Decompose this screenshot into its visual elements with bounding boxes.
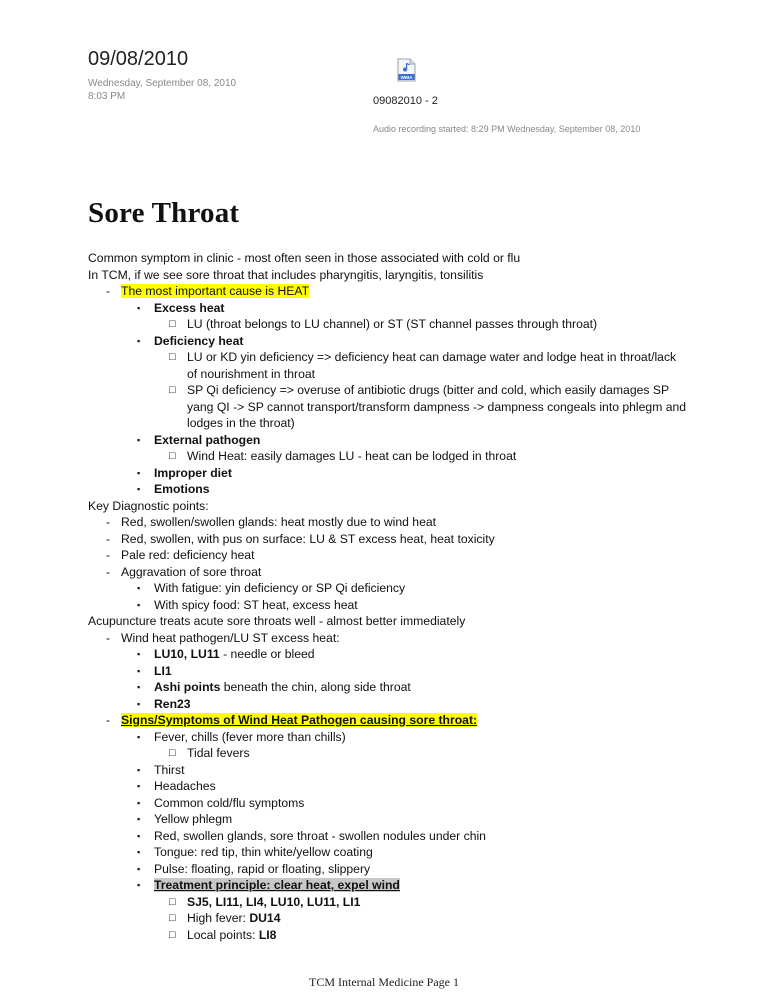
text-run: Pale red: deficiency heat bbox=[121, 548, 255, 562]
outline-line bbox=[88, 910, 688, 927]
square-bullet-icon: ▪ bbox=[137, 649, 141, 659]
outline-text bbox=[187, 448, 688, 465]
outline-text bbox=[187, 349, 688, 382]
text-run: LI8 bbox=[258, 927, 277, 942]
outline-line bbox=[88, 613, 688, 630]
text-run: Improper diet bbox=[154, 465, 232, 480]
outline-text bbox=[121, 713, 477, 727]
outline-text bbox=[121, 565, 261, 579]
outline-line bbox=[88, 696, 688, 713]
square-bullet-icon: ▪ bbox=[137, 880, 141, 890]
outline-text bbox=[154, 334, 243, 348]
checkbox-bullet-icon: □ bbox=[169, 450, 176, 462]
outline-text bbox=[154, 581, 405, 595]
text-run: Red, swollen/swollen glands: heat mostly due to wind heat bbox=[121, 515, 437, 529]
checkbox-bullet-icon: □ bbox=[169, 912, 176, 924]
square-bullet-icon: ▪ bbox=[137, 830, 141, 841]
text-run: Tidal fevers bbox=[187, 746, 250, 760]
outline-text bbox=[88, 268, 483, 282]
outline-text bbox=[154, 598, 358, 612]
outline-line bbox=[88, 465, 688, 482]
outline-line bbox=[88, 333, 688, 350]
outline-line bbox=[88, 762, 688, 779]
outline-line bbox=[88, 795, 688, 812]
dash-bullet-icon: - bbox=[106, 713, 111, 727]
outline-text bbox=[154, 779, 216, 793]
outline-text bbox=[88, 251, 520, 265]
text-run: Headaches bbox=[154, 779, 216, 793]
text-run: Red, swollen glands, sore throat - swollen nodules under chin bbox=[154, 828, 486, 843]
outline-line bbox=[88, 432, 688, 449]
outline-line bbox=[88, 564, 688, 581]
outline-line bbox=[88, 498, 688, 515]
outline-text bbox=[154, 664, 172, 678]
text-run: LI1 bbox=[154, 663, 172, 678]
outline-line bbox=[88, 250, 688, 267]
square-bullet-icon: ▪ bbox=[137, 764, 141, 775]
page-title: Sore Throat bbox=[88, 197, 240, 229]
checkbox-bullet-icon: □ bbox=[169, 384, 176, 396]
text-run: Tongue: red tip, thin white/yellow coating bbox=[154, 845, 373, 859]
text-run: Common cold/flu symptoms bbox=[154, 795, 305, 810]
square-bullet-icon: ▪ bbox=[137, 698, 141, 709]
outline-line bbox=[88, 646, 688, 663]
outline-line bbox=[88, 712, 688, 729]
square-bullet-icon: ▪ bbox=[137, 731, 141, 742]
square-bullet-icon: ▪ bbox=[137, 847, 141, 857]
outline-text bbox=[154, 301, 224, 315]
outline-text bbox=[154, 697, 191, 711]
text-run: Wind Heat: easily damages LU - heat can be lodged in throat bbox=[187, 449, 517, 463]
outline-text bbox=[121, 515, 436, 529]
text-run: Ren23 bbox=[154, 696, 191, 711]
outline-text bbox=[154, 466, 232, 480]
wma-icon-label: WMA bbox=[400, 76, 413, 81]
outline-text bbox=[154, 647, 315, 661]
square-bullet-icon: ▪ bbox=[137, 599, 141, 610]
checkbox-bullet-icon: □ bbox=[169, 747, 176, 759]
outline-line bbox=[88, 828, 688, 845]
outline-line bbox=[88, 877, 688, 894]
outline-text bbox=[121, 532, 495, 546]
outline-line bbox=[88, 382, 688, 432]
outline-text bbox=[154, 862, 370, 876]
square-bullet-icon: ▪ bbox=[137, 814, 141, 824]
outline-line bbox=[88, 580, 688, 597]
text-run: The most important cause is HEAT bbox=[121, 284, 310, 298]
text-run: Ashi points bbox=[154, 680, 221, 694]
note-date-title: 09/08/2010 bbox=[88, 48, 189, 70]
outline-line bbox=[88, 811, 688, 828]
dash-bullet-icon: - bbox=[106, 548, 111, 562]
square-bullet-icon: ▪ bbox=[137, 665, 141, 676]
outline-text bbox=[187, 927, 688, 944]
outline-line bbox=[88, 547, 688, 564]
audio-file-name[interactable]: 09082010 - 2 bbox=[373, 95, 438, 107]
checkbox-bullet-icon: □ bbox=[169, 928, 176, 941]
square-bullet-icon: ▪ bbox=[137, 434, 141, 445]
outline-line bbox=[88, 283, 688, 300]
outline-text bbox=[154, 730, 346, 744]
outline-line bbox=[88, 531, 688, 548]
square-bullet-icon: ▪ bbox=[137, 863, 141, 874]
text-run: Pulse: floating, rapid or floating, slippery bbox=[154, 861, 371, 876]
outline-text bbox=[154, 763, 184, 777]
text-run: Local points: bbox=[187, 927, 259, 942]
text-run: External pathogen bbox=[154, 432, 261, 447]
dash-bullet-icon: - bbox=[106, 531, 111, 546]
square-bullet-icon: ▪ bbox=[137, 484, 141, 494]
outline-line bbox=[88, 448, 688, 465]
outline-text bbox=[88, 614, 465, 628]
text-run: Common symptom in clinic - most often seen in those associated with cold or flu bbox=[88, 251, 521, 265]
square-bullet-icon: ▪ bbox=[137, 302, 141, 313]
text-run: DU14 bbox=[249, 911, 281, 925]
outline-text bbox=[154, 680, 411, 694]
text-run: Fever, chills (fever more than chills) bbox=[154, 729, 346, 744]
outline-line bbox=[88, 481, 688, 498]
square-bullet-icon: ▪ bbox=[137, 682, 141, 692]
square-bullet-icon: ▪ bbox=[137, 467, 141, 478]
outline-line bbox=[88, 861, 688, 878]
outline-text bbox=[187, 910, 688, 927]
outline-line bbox=[88, 514, 688, 531]
outline-text bbox=[154, 812, 232, 826]
outline-text bbox=[154, 845, 373, 859]
outline-text bbox=[121, 548, 254, 562]
outline-line bbox=[88, 316, 688, 333]
outline-line bbox=[88, 778, 688, 795]
outline-text bbox=[154, 482, 210, 496]
text-run: Emotions bbox=[154, 482, 210, 496]
outline-text bbox=[187, 745, 688, 762]
outline-text bbox=[121, 284, 309, 298]
outline-line bbox=[88, 729, 688, 746]
checkbox-bullet-icon: □ bbox=[169, 895, 176, 908]
text-run: Red, swollen, with pus on surface: LU & ST excess heat, heat toxicity bbox=[121, 531, 495, 546]
outline-text bbox=[121, 631, 340, 645]
outline-text bbox=[154, 433, 260, 447]
text-run: SJ5, LI11, LI4, LU10, LU11, LI1 bbox=[187, 894, 361, 909]
square-bullet-icon: ▪ bbox=[137, 335, 141, 346]
note-date-line: Wednesday, September 08, 2010 bbox=[88, 78, 237, 89]
audio-file-icon[interactable] bbox=[397, 58, 416, 82]
text-run: Excess heat bbox=[154, 300, 225, 315]
outline-line bbox=[88, 597, 688, 614]
outline-line bbox=[88, 927, 688, 944]
square-bullet-icon: ▪ bbox=[137, 797, 141, 808]
text-run: LU10, LU11 bbox=[154, 647, 220, 661]
outline-line bbox=[88, 745, 688, 762]
text-run: With spicy food: ST heat, excess heat bbox=[154, 597, 358, 612]
outline-line bbox=[88, 349, 688, 382]
text-run: High fever: bbox=[187, 911, 250, 925]
outline-text bbox=[88, 499, 209, 513]
outline-line bbox=[88, 844, 688, 861]
outline-text bbox=[154, 829, 486, 843]
text-run: Thirst bbox=[154, 762, 185, 777]
text-run: Deficiency heat bbox=[154, 333, 244, 348]
outline-line bbox=[88, 679, 688, 696]
square-bullet-icon: ▪ bbox=[137, 583, 141, 593]
text-run: beneath the chin, along side throat bbox=[220, 680, 411, 694]
outline-text bbox=[187, 382, 688, 432]
text-run: Aggravation of sore throat bbox=[121, 564, 262, 579]
outline-line bbox=[88, 300, 688, 317]
text-run: Treatment principle: clear heat, expel wind bbox=[154, 878, 400, 892]
text-run: Acupuncture treats acute sore throats well - almost better immediately bbox=[88, 614, 466, 628]
page-footer: TCM Internal Medicine Page 1 bbox=[309, 975, 459, 989]
square-bullet-icon: ▪ bbox=[137, 781, 141, 791]
text-run: LU (throat belongs to LU channel) or ST (ST channel passes through throat) bbox=[187, 317, 598, 331]
note-time-line: 8:03 PM bbox=[88, 91, 126, 102]
dash-bullet-icon: - bbox=[106, 564, 111, 579]
text-run: - needle or bleed bbox=[219, 647, 315, 661]
outline-text bbox=[154, 796, 304, 810]
outline-text bbox=[187, 894, 688, 911]
note-body bbox=[88, 250, 688, 943]
wma-file-icon bbox=[397, 58, 416, 82]
checkbox-bullet-icon: □ bbox=[169, 318, 176, 330]
outline-text bbox=[154, 878, 400, 892]
text-run: Wind heat pathogen/LU ST excess heat: bbox=[121, 630, 340, 645]
outline-line bbox=[88, 267, 688, 284]
text-run: With fatigue: yin deficiency or SP Qi deficiency bbox=[154, 581, 406, 595]
outline-text bbox=[187, 316, 688, 333]
dash-bullet-icon: - bbox=[106, 515, 111, 529]
text-run: SP Qi deficiency => overuse of antibiotic drugs (bitter and cold, which easily damages SP yang QI -> SP cannot transport/transform dampness -> dampness congeals into phlegm and lodges in the throat) bbox=[187, 383, 687, 430]
audio-recording-note: Audio recording started: 8:29 PM Wednesday, September 08, 2010 bbox=[373, 124, 641, 134]
outline-line bbox=[88, 630, 688, 647]
text-run: Signs/Symptoms of Wind Heat Pathogen causing sore throat: bbox=[121, 713, 478, 727]
text-run: LU or KD yin deficiency => deficiency heat can damage water and lodge heat in throat/lack of nourishment in throat bbox=[187, 350, 677, 381]
dash-bullet-icon: - bbox=[106, 284, 111, 298]
dash-bullet-icon: - bbox=[106, 630, 111, 645]
checkbox-bullet-icon: □ bbox=[169, 351, 176, 363]
text-run: In TCM, if we see sore throat that includes pharyngitis, laryngitis, tonsilitis bbox=[88, 267, 484, 282]
outline-line bbox=[88, 663, 688, 680]
text-run: Key Diagnostic points: bbox=[88, 498, 209, 513]
outline-line bbox=[88, 894, 688, 911]
text-run: Yellow phlegm bbox=[154, 812, 233, 826]
